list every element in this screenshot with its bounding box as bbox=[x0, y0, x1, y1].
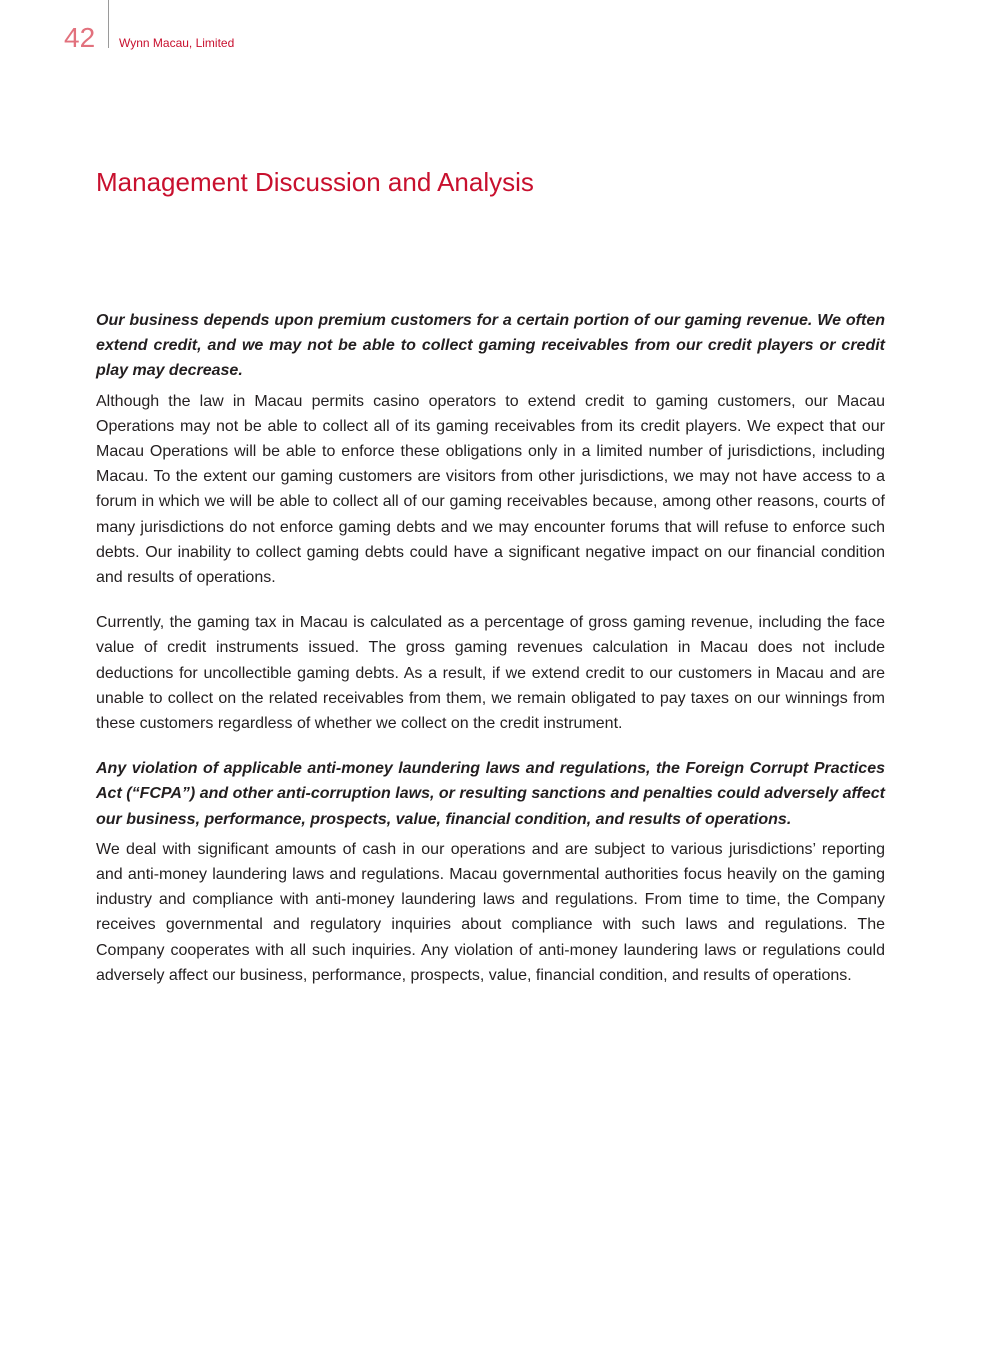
company-name: Wynn Macau, Limited bbox=[119, 36, 235, 50]
page-title: Management Discussion and Analysis bbox=[96, 167, 534, 197]
risk-factor-heading: Our business depends upon premium customers for a certain portion of our gaming revenue. We often extend credit, and we may not be able to collect gaming receivables from our credit players or credit play may decrease. bbox=[96, 312, 885, 380]
page-number: 42 bbox=[64, 22, 96, 53]
risk-factor-heading: Any violation of applicable anti-money laundering laws and regulations, the Foreign Corrupt Practices Act (“FCPA”) and other anti-corruption laws, or resulting sanctions and penalties could adversely affect our business, performance, prospects, value, financial condition, and results of operations. bbox=[96, 760, 885, 828]
header-divider bbox=[108, 0, 109, 48]
body-paragraph: Currently, the gaming tax in Macau is calculated as a percentage of gross gaming revenue, including the face value of credit instruments issued. The gross gaming revenues calculation in Macau does not include deductions for uncollectible gaming debts. As a result, if we extend credit to our customers in Macau and are unable to collect on the related receivables from them, we remain obligated to pay taxes on our winnings from these customers regardless of whether we collect on the credit instrument. bbox=[96, 614, 885, 733]
body-paragraph: Although the law in Macau permits casino operators to extend credit to gaming customers, our Macau Operations may not be able to collect all of its gaming receivables from its credit players. We expect that our Macau Operations will be able to enforce these obligations only in a limited number of jurisdictions, including Macau. To the extent our gaming customers are visitors from other jurisdictions, we may not have access to a forum in which we will be able to collect all of our gaming receivables because, among other reasons, courts of many jurisdictions do not enforce gaming debts and we may encounter forums that will refuse to enforce such debts. Our inability to collect gaming debts could have a significant negative impact on our financial condition and results of operations. bbox=[96, 392, 885, 587]
document-body bbox=[96, 308, 885, 988]
body-paragraph: We deal with significant amounts of cash in our operations and are subject to various jurisdictions’ reporting and anti-money laundering laws and regulations. Macau governmental authorities focus heavily on the gaming industry and compliance with anti-money laundering laws and regulations. From time to time, the Company receives governmental and regulatory inquiries about compliance with such laws and regulations. The Company cooperates with all such inquiries. Any violation of anti-money laundering laws or regulations could adversely affect our business, performance, prospects, value, financial condition, and results of operations. bbox=[96, 840, 885, 984]
